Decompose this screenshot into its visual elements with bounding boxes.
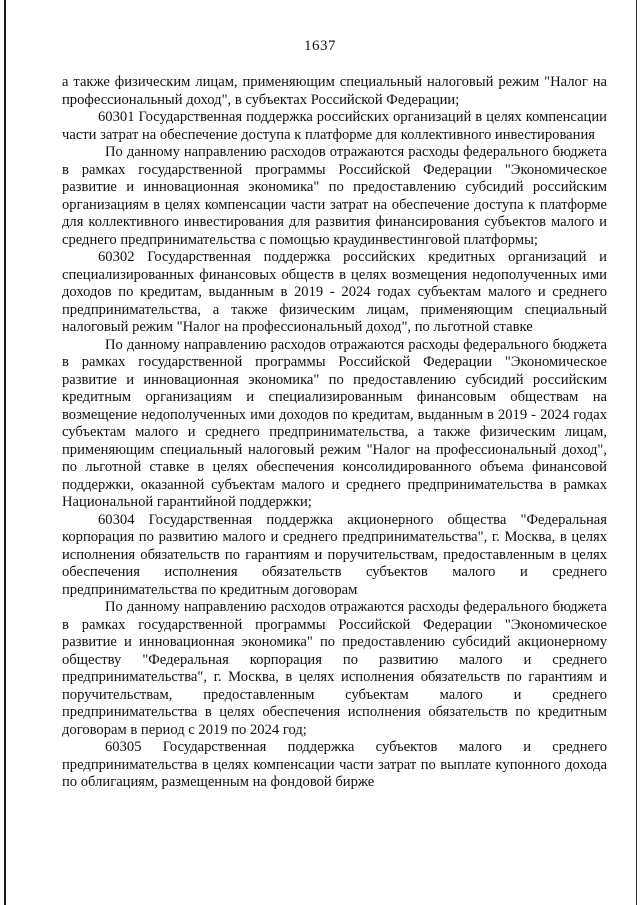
paragraph-description-60301: По данному направлению расходов отражаются расходы федерального бюджета в рамках государственной программы Российской Федерации "Экономическое развитие и инновационная экономика" по предоставлению субсидий российским организациям в целях компенсации части затрат на обеспечение доступа к платформе для коллективного инвестирования для развития финансирования субъектов малого и среднего предпринимательства с помощью краудинвестинговой платформы; xyxy=(62,144,607,248)
body-text xyxy=(62,74,607,792)
scan-edge-left xyxy=(4,0,6,905)
paragraph-code-60301: 60301 Государственная поддержка российских организаций в целях компенсации части затрат на обеспечение доступа к платформе для коллективного инвестирования xyxy=(62,109,607,143)
paragraph-code-60302: 60302 Государственная поддержка российских кредитных организаций и специализированных финансовых обществ в целях возмещения недополученных ими доходов по кредитам, выданным в 2019 - 2024 годах субъектам малого и среднего предпринимательства, а также физическим лицам, применяющим специальный налоговый режим "Налог на профессиональный доход", по льготной ставке xyxy=(62,249,607,335)
paragraph-continuation: а также физическим лицам, применяющим специальный налоговый режим "Налог на профессиональный доход", в субъектах Российской Федерации; xyxy=(62,74,607,108)
paragraph-code-60305: 60305 Государственная поддержка субъектов малого и среднего предпринимательства в целях компенсации части затрат по выплате купонного дохода по облигациям, размещенным на фондовой бирже xyxy=(62,739,607,790)
paragraph-code-60304: 60304 Государственная поддержка акционерного общества "Федеральная корпорация по развитию малого и среднего предпринимательства", г. Москва, в целях исполнения обязательств по гарантиям и поручительствам, предоставленным в целях обеспечения исполнения обязательств субъектов малого и среднего предпринимательства по кредитным договорам xyxy=(62,511,607,598)
paragraph-description-60304: По данному направлению расходов отражаются расходы федерального бюджета в рамках государственной программы Российской Федерации "Экономическое развитие и инновационная экономика" по предоставлению субсидий акционерному обществу "Федеральная корпорация по развитию малого и среднего предпринимательства", г. Москва, в целях исполнения обязательств по гарантиям и поручительствам, предоставленным субъектам малого и среднего предпринимательства в целях обеспечения исполнения обязательств по кредитным договорам в период с 2019 по 2024 год; xyxy=(62,599,607,738)
page-number: 1637 xyxy=(304,38,336,54)
scan-edge-right xyxy=(636,0,637,905)
paragraph-description-60302: По данному направлению расходов отражаются расходы федерального бюджета в рамках государственной программы Российской Федерации "Экономическое развитие и инновационная экономика" по предоставлению субсидий российским кредитным организациям и специализированным финансовым обществам на возмещение недополученных ими доходов по кредитам, выданным в 2019 - 2024 годах субъектам малого и среднего предпринимательства, а также физическим лицам, применяющим специальный налоговый режим "Налог на профессиональный доход", по льготной ставке в целях обеспечения консолидированного объема финансовой поддержки, оказанной субъектам малого и среднего предпринимательства в рамках Национальной гарантийной поддержки; xyxy=(62,336,607,510)
